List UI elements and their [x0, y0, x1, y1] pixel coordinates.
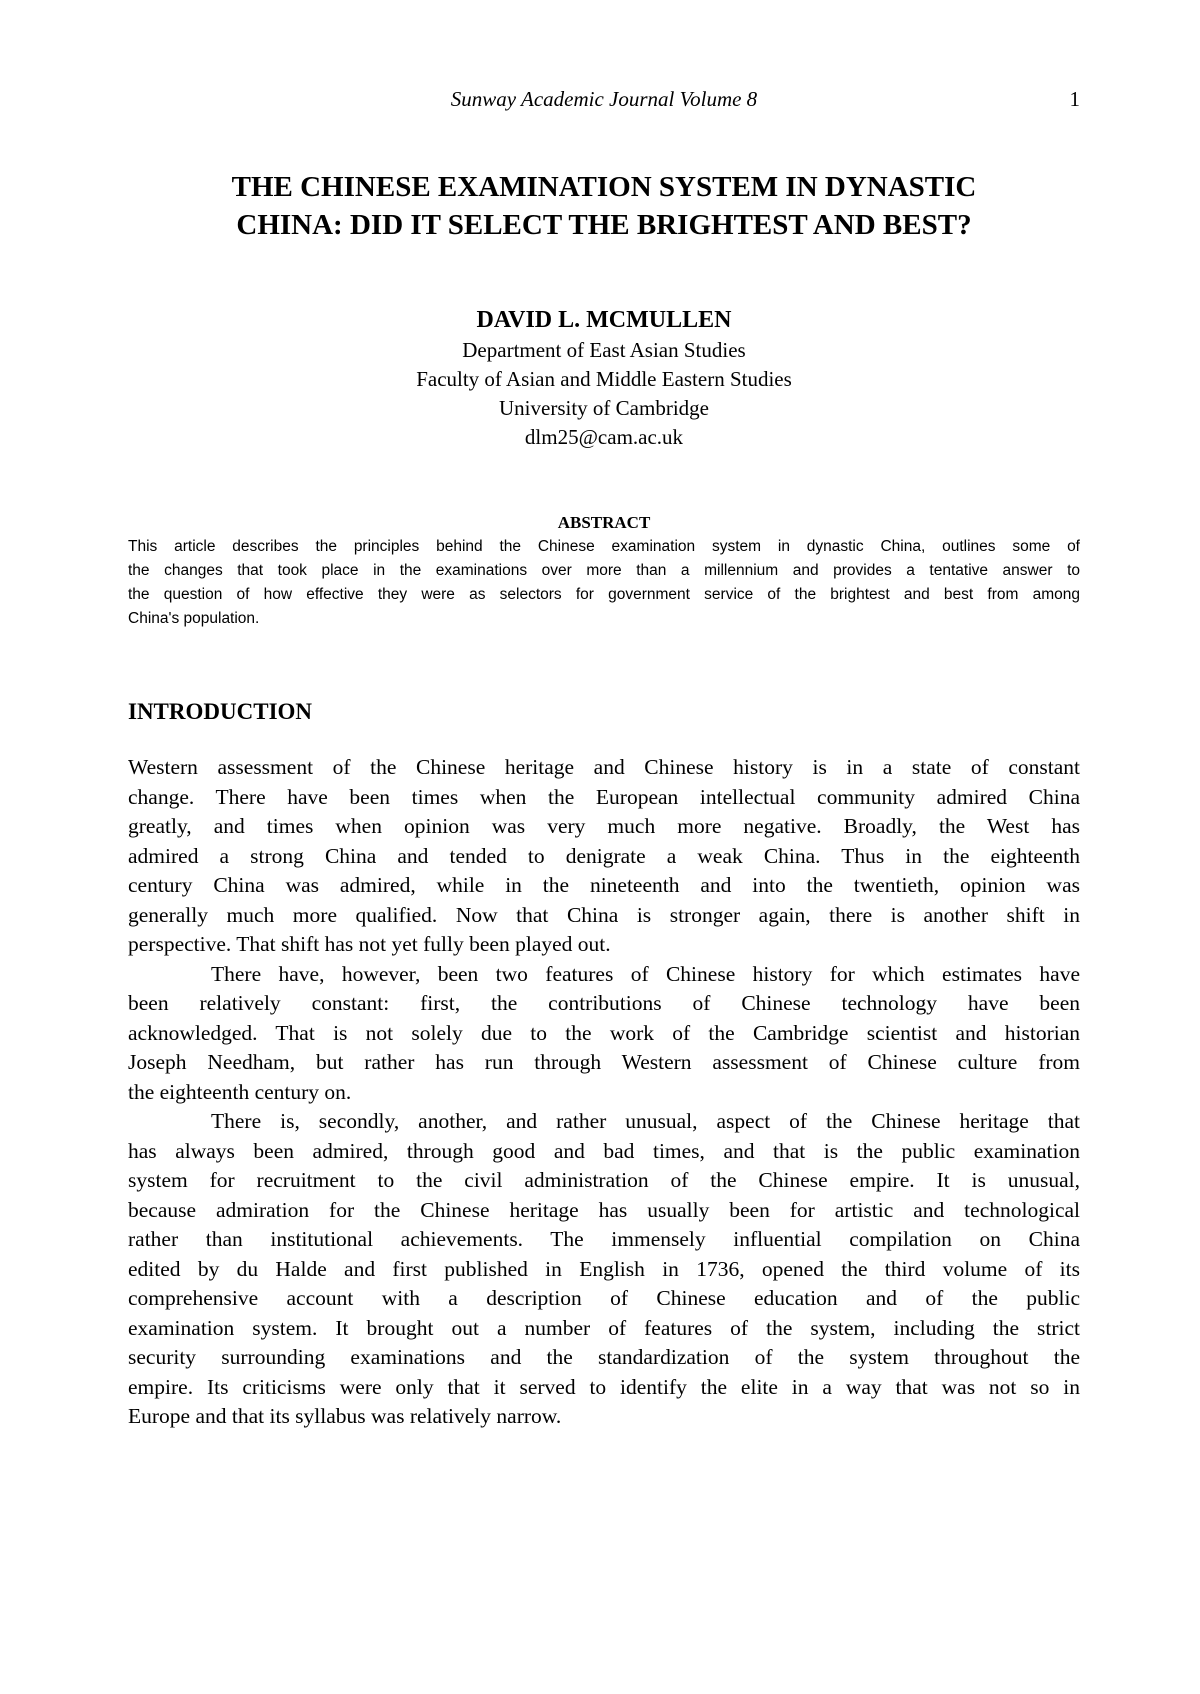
- author-email: dlm25@cam.ac.uk: [524, 425, 684, 449]
- title-line: THE CHINESE EXAMINATION SYSTEM IN DYNASTIC: [231, 171, 977, 203]
- abstract-line: the question of how effective they were as selectors for government service of the brightest and best from among: [128, 586, 1080, 603]
- author-department: Department of East Asian Studies: [462, 338, 746, 362]
- body-line: generally much more qualified. Now that China is stronger again, there is another shift in: [128, 902, 1080, 927]
- body-line: Western assessment of the Chinese heritage and Chinese history is in a state of constant: [128, 755, 1080, 779]
- body-line: change. There have been times when the European intellectual community admired China: [128, 784, 1080, 809]
- body-line: comprehensive account with a description of Chinese education and of the public: [128, 1286, 1080, 1310]
- body-line: because admiration for the Chinese heritage has usually been for artistic and technological: [128, 1197, 1080, 1222]
- body-line: Europe and that its syllabus was relatively narrow.: [128, 1404, 562, 1428]
- abstract-line: the changes that took place in the examinations over more than a millennium and provides a tentative answer to: [128, 562, 1080, 579]
- author-name: DAVID L. MCMULLEN: [476, 307, 732, 333]
- body-line: century China was admired, while in the nineteenth and into the twentieth, opinion was: [128, 873, 1080, 897]
- abstract-heading: ABSTRACT: [557, 513, 651, 532]
- body-line: been relatively constant: first, the contributions of Chinese technology have been: [128, 991, 1080, 1015]
- page-number: 1: [1069, 87, 1080, 111]
- body-line: acknowledged. That is not solely due to the work of the Cambridge scientist and historian: [128, 1020, 1080, 1045]
- body-line: There is, secondly, another, and rather unusual, aspect of the Chinese heritage that: [211, 1109, 1080, 1133]
- journal-name: Sunway Academic Journal Volume 8: [450, 87, 758, 111]
- body-line: system for recruitment to the civil administration of the Chinese empire. It is unusual,: [128, 1168, 1080, 1192]
- body-line: admired a strong China and tended to denigrate a weak China. Thus in the eighteenth: [128, 843, 1080, 868]
- body-line: the eighteenth century on.: [128, 1079, 352, 1104]
- body-line: security surrounding examinations and the standardization of the system throughout the: [128, 1345, 1080, 1369]
- section-heading-introduction: INTRODUCTION: [128, 699, 313, 724]
- author-faculty: Faculty of Asian and Middle Eastern Studies: [416, 367, 792, 391]
- abstract-line: This article describes the principles behind the Chinese examination system in dynastic China, outlines some of: [128, 538, 1080, 555]
- abstract-body: [128, 535, 1080, 631]
- body-line: examination system. It brought out a number of features of the system, including the strict: [128, 1315, 1080, 1340]
- body-line: perspective. That shift has not yet fully been played out.: [128, 932, 611, 956]
- body-line: edited by du Halde and first published in English in 1736, opened the third volume of its: [128, 1256, 1080, 1281]
- author-block: [128, 304, 1080, 452]
- body-line: empire. Its criticisms were only that it served to identify the elite in a way that was not so in: [128, 1374, 1080, 1399]
- body-line: Joseph Needham, but rather has run through Western assessment of Chinese culture from: [128, 1050, 1080, 1074]
- body-line: rather than institutional achievements. The immensely influential compilation on China: [128, 1227, 1080, 1251]
- introduction-body: [128, 753, 1080, 1432]
- body-line: has always been admired, through good and bad times, and that is the public examination: [128, 1138, 1080, 1163]
- body-line: greatly, and times when opinion was very much more negative. Broadly, the West has: [128, 814, 1080, 838]
- author-university: University of Cambridge: [499, 396, 709, 420]
- body-line: There have, however, been two features of Chinese history for which estimates have: [211, 961, 1080, 986]
- abstract-line: China's population.: [128, 610, 260, 627]
- title-line: CHINA: DID IT SELECT THE BRIGHTEST AND BEST?: [236, 209, 972, 241]
- running-header: [128, 84, 1080, 114]
- article-title: [128, 168, 1080, 244]
